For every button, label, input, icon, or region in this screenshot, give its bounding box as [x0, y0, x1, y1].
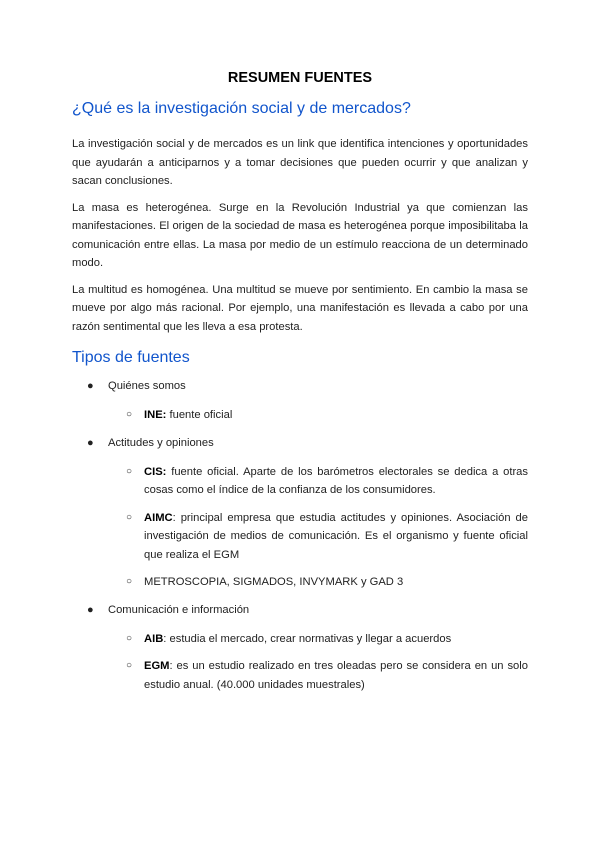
bullet-circle-icon: ○ [126, 576, 133, 587]
bullet-circle-icon: ○ [126, 465, 133, 477]
source-description: : estudia el mercado, crear normativas y llegar a acuerdos [163, 632, 452, 645]
sub-item-metroscopia [72, 573, 528, 592]
bullet-dot-icon: ● [87, 603, 94, 616]
paragraph: La masa es heterogénea. Surge en la Revolución Industrial ya que comienzan las manifestaciones. El origen de la sociedad de masa es heterogénea porque imposibilitaba la comunicación entre ellas. La masa por medio de un estímulo reacciona de un determinado modo. [72, 201, 528, 269]
source-description: fuente oficial [166, 409, 233, 421]
source-name: CIS: [144, 465, 167, 478]
bullet-label: Actitudes y opiniones [108, 436, 214, 449]
section-heading-investigacion: ¿Qué es la investigación social y de mercados? [72, 100, 411, 117]
source-name: AIB [144, 632, 164, 645]
bullet-dot-icon: ● [87, 380, 94, 392]
bullet-circle-icon: ○ [126, 511, 133, 523]
bullet-circle-icon: ○ [126, 409, 133, 420]
bullet-circle-icon: ○ [126, 632, 133, 644]
section-heading-tipos-fuentes: Tipos de fuentes [72, 349, 190, 366]
document-title: RESUMEN FUENTES [227, 70, 373, 86]
source-name: AIMC [144, 511, 173, 524]
source-description: : principal empresa que estudia actitudes y opiniones. Asociación de investigación de medios de comunicación. Es el organismo y fuente oficial que realiza el EGM [144, 511, 528, 561]
bullet-item-comunicacion-informacion [72, 601, 528, 619]
sub-item-aimc [72, 509, 528, 565]
bullet-circle-icon: ○ [126, 660, 133, 671]
sub-item-aib [72, 630, 528, 649]
bullet-label: Quiénes somos [108, 380, 186, 392]
bullet-dot-icon: ● [87, 436, 94, 449]
bullet-item-quienes-somos [72, 377, 528, 395]
document-page [72, 70, 528, 703]
bullet-label: Comunicación e información [108, 603, 250, 616]
sub-item-egm [72, 657, 528, 694]
sub-item-ine [72, 406, 528, 425]
source-name: INE: [144, 409, 167, 421]
paragraph: La investigación social y de mercados es un link que identifica intenciones y oportunidades que ayudarán a anticiparnos y a tomar decisiones que pueden ocurrir y que analizan y sacan conclusiones. [72, 138, 528, 187]
paragraph: La multitud es homogénea. Una multitud se mueve por sentimiento. En cambio la masa se mueve por algo más racional. Por ejemplo, una manifestación es llevada a cabo por una razón sentimental que les lleva a esa protesta. [72, 283, 528, 333]
source-name: EGM [144, 660, 170, 672]
bullet-item-actitudes-opiniones [72, 434, 528, 452]
sub-item-cis [72, 463, 528, 500]
source-description: fuente oficial. Aparte de los barómetros electorales se dedica a otras cosas como el índice de la confianza de los consumidores. [144, 465, 528, 496]
source-description: METROSCOPIA, SIGMADOS, INVYMARK y GAD 3 [144, 576, 404, 588]
source-description: : es un estudio realizado en tres oleadas pero se considera en un solo estudio anual. (40.000 unidades muestrales) [144, 660, 528, 691]
